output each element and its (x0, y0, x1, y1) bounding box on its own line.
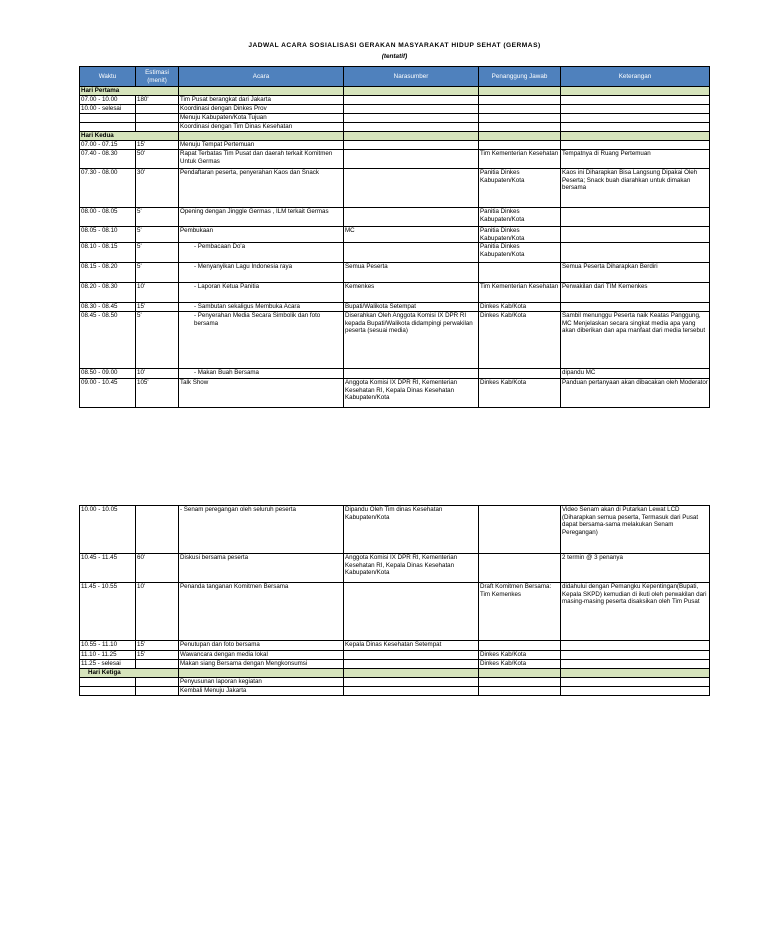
cell-acara: Tim Pusat berangkat dari Jakarta (179, 96, 344, 105)
cell-waktu: 11.10 - 11.25 (80, 651, 136, 660)
cell-penanggung-jawab: Dinkes Kab/Kota (479, 660, 561, 669)
header-narasumber: Narasumber (344, 67, 479, 87)
header-estimasi: Estimasi (menit) (136, 67, 179, 87)
cell-waktu: 07.30 - 08.00 (80, 169, 136, 208)
cell-waktu: 08.10 - 08.15 (80, 243, 136, 263)
cell-estimasi (136, 678, 179, 687)
cell-estimasi: 5' (136, 263, 179, 283)
cell-penanggung-jawab (479, 687, 561, 696)
table-row (80, 169, 710, 208)
cell-waktu (80, 687, 136, 696)
cell-estimasi: 10' (136, 283, 179, 303)
day-row-pertama (80, 87, 710, 96)
cell-acara: - Senam peregangan oleh seluruh peserta (179, 506, 344, 554)
cell-acara: Penanda tanganan Komitmen Bersama (179, 583, 344, 641)
cell-estimasi: 5' (136, 227, 179, 243)
cell-estimasi (136, 660, 179, 669)
day-label: Hari Kedua (80, 132, 179, 141)
cell-keterangan (561, 678, 710, 687)
cell-estimasi: 15' (136, 641, 179, 651)
table-row (80, 369, 710, 379)
table-row (80, 141, 710, 150)
cell-waktu: 09.00 - 10.45 (80, 379, 136, 408)
cell-keterangan (561, 660, 710, 669)
cell-narasumber (344, 150, 479, 169)
schedule-table-page-2 (79, 505, 710, 696)
cell-acara: Talk Show (179, 379, 344, 408)
cell-acara-text: - Sambutan sekaligus Membuka Acara (194, 303, 300, 311)
cell-keterangan (561, 687, 710, 696)
cell-penanggung-jawab: Panitia Dinkes Kabupaten/Kota (479, 227, 561, 243)
table-row (80, 554, 710, 583)
table-row (80, 227, 710, 243)
cell-estimasi (136, 114, 179, 123)
cell-waktu: 08.30 - 08.45 (80, 303, 136, 312)
cell-penanggung-jawab (479, 141, 561, 150)
cell-waktu: 07.00 - 10.00 (80, 96, 136, 105)
table-row (80, 678, 710, 687)
cell-waktu: 11.45 - 10.55 (80, 583, 136, 641)
cell-acara: Wawancara dengan media lokal (179, 651, 344, 660)
cell-estimasi: 15' (136, 303, 179, 312)
cell-estimasi: 15' (136, 141, 179, 150)
cell-narasumber (344, 114, 479, 123)
cell-penanggung-jawab (479, 123, 561, 132)
cell-narasumber (344, 96, 479, 105)
cell-estimasi: 105' (136, 379, 179, 408)
cell-narasumber (344, 141, 479, 150)
cell-keterangan: Kaos ini Diharapkan Bisa Langsung Dipakai Oleh Peserta; Snack buah diarahkan untuk dimakan bersama (561, 169, 710, 208)
cell-penanggung-jawab: Panitia Dinkes Kabupaten/Kota (479, 169, 561, 208)
cell-keterangan: 2 termin @ 3 penanya (561, 554, 710, 583)
cell-acara (179, 243, 344, 263)
cell-keterangan (561, 105, 710, 114)
cell-keterangan (561, 141, 710, 150)
cell-keterangan: Semua Peserta Diharapkan Berdiri (561, 263, 710, 283)
cell-narasumber: Dipandu Oleh Tim dinas Kesehatan Kabupaten/Kota (344, 506, 479, 554)
cell-keterangan (561, 208, 710, 227)
cell-penanggung-jawab: Panitia Dinkes Kabupaten/Kota (479, 243, 561, 263)
cell-narasumber: Anggota Komisi IX DPR RI, Kementerian Kesehatan RI, Kepala Dinas Kesehatan Kabupaten/Kota (344, 379, 479, 408)
day-row-ketiga (80, 669, 710, 678)
cell-keterangan (561, 114, 710, 123)
cell-penanggung-jawab (479, 506, 561, 554)
cell-waktu: 08.50 - 09.00 (80, 369, 136, 379)
cell-narasumber (344, 678, 479, 687)
cell-acara: Menuju Kabupaten/Kota Tujuan (179, 114, 344, 123)
cell-narasumber (344, 208, 479, 227)
cell-acara: Penutupan dan foto bersama (179, 641, 344, 651)
cell-acara: Koordinasi dengan Tim Dinas Kesehatan (179, 123, 344, 132)
table-row (80, 114, 710, 123)
cell-estimasi (136, 687, 179, 696)
cell-penanggung-jawab: Dinkes Kab/Kota (479, 651, 561, 660)
cell-acara: Menuju Tempat Pertemuan (179, 141, 344, 150)
cell-estimasi: 5' (136, 243, 179, 263)
cell-waktu: 07.40 - 08.30 (80, 150, 136, 169)
cell-narasumber (344, 243, 479, 263)
cell-acara: Makan siang Bersama dengan Mengkonsumsi (179, 660, 344, 669)
cell-penanggung-jawab: Dinkes Kab/Kota (479, 312, 561, 369)
cell-estimasi: 5' (136, 312, 179, 369)
table-row (80, 303, 710, 312)
cell-penanggung-jawab: Draft Komitmen Bersama: Tim Kemenkes (479, 583, 561, 641)
cell-acara-text: - Penyerahan Media Secara Simbolik dan foto bersama (194, 312, 321, 327)
cell-narasumber (344, 651, 479, 660)
cell-narasumber (344, 660, 479, 669)
cell-acara-text: - Laporan Ketua Panitia (194, 283, 260, 291)
cell-acara (179, 312, 344, 369)
cell-penanggung-jawab (479, 114, 561, 123)
cell-acara-text: - Makan Buah Bersama (194, 369, 259, 377)
cell-acara: Diskusi bersama peserta (179, 554, 344, 583)
table-row (80, 687, 710, 696)
table-row (80, 641, 710, 651)
cell-keterangan (561, 227, 710, 243)
cell-penanggung-jawab (479, 263, 561, 283)
table-row (80, 105, 710, 114)
cell-waktu: 10.55 - 11.10 (80, 641, 136, 651)
cell-keterangan (561, 303, 710, 312)
cell-narasumber (344, 687, 479, 696)
table-row (80, 660, 710, 669)
cell-narasumber: Bupati/Walikota Setempat (344, 303, 479, 312)
cell-waktu: 10.00 - selesai (80, 105, 136, 114)
header-waktu: Waktu (80, 67, 136, 87)
cell-penanggung-jawab (479, 678, 561, 687)
cell-narasumber: MC (344, 227, 479, 243)
cell-estimasi (136, 506, 179, 554)
cell-waktu: 08.00 - 08.05 (80, 208, 136, 227)
cell-keterangan (561, 96, 710, 105)
table-row (80, 283, 710, 303)
cell-waktu: 08.05 - 08.10 (80, 227, 136, 243)
cell-estimasi (136, 123, 179, 132)
cell-keterangan: Panduan pertanyaan akan dibacakan oleh Moderator (561, 379, 710, 408)
cell-waktu: 08.20 - 08.30 (80, 283, 136, 303)
cell-narasumber (344, 369, 479, 379)
cell-keterangan (561, 651, 710, 660)
cell-keterangan: dipandu MC (561, 369, 710, 379)
day-label: Hari Pertama (80, 87, 179, 96)
cell-waktu: 11.25 - selesai (80, 660, 136, 669)
cell-acara (179, 303, 344, 312)
cell-penanggung-jawab: Dinkes Kab/Kota (479, 303, 561, 312)
table-row (80, 583, 710, 641)
cell-keterangan (561, 641, 710, 651)
table-row (80, 96, 710, 105)
cell-waktu (80, 123, 136, 132)
cell-waktu: 10.00 - 10.05 (80, 506, 136, 554)
cell-narasumber: Kepala Dinas Kesehatan Setempat (344, 641, 479, 651)
cell-penanggung-jawab (479, 641, 561, 651)
cell-penanggung-jawab: Dinkes Kab/Kota (479, 379, 561, 408)
cell-estimasi: 10' (136, 583, 179, 641)
cell-narasumber (344, 583, 479, 641)
document-subtitle: (tentatif) (381, 53, 408, 60)
cell-penanggung-jawab: Panitia Dinkes Kabupaten/Kota (479, 208, 561, 227)
cell-keterangan: didahului dengan Pemangku Kepentingan(Bupati, Kepala SKPD) kemudian di ikuti oleh perwakilan dari masing-masing peserta disaksikan oleh Tim Pusat (561, 583, 710, 641)
table-row (80, 506, 710, 554)
cell-estimasi (136, 105, 179, 114)
table-row (80, 123, 710, 132)
cell-waktu: 07.00 - 07.15 (80, 141, 136, 150)
cell-acara: Penyusunan laporan kegiatan (179, 678, 344, 687)
day-row-kedua (80, 132, 710, 141)
cell-keterangan: Sambil menunggu Peserta naik Keatas Panggung, MC Menjelaskan secara singkat media apa yang akan diberikan dan apa manfaat dari media tersebut (561, 312, 710, 369)
cell-penanggung-jawab (479, 369, 561, 379)
cell-acara: Pembukaan (179, 227, 344, 243)
cell-keterangan (561, 243, 710, 263)
cell-penanggung-jawab (479, 96, 561, 105)
day-label: Hari Ketiga (80, 669, 179, 678)
table-row (80, 150, 710, 169)
cell-keterangan (561, 123, 710, 132)
document-title: JADWAL ACARA SOSIALISASI GERAKAN MASYARAKAT HIDUP SEHAT (GERMAS) (248, 42, 541, 49)
cell-narasumber: Diserahkan Oleh Anggota Komisi IX DPR RI kepada Bupati/Walikota didampingi perwakilan peserta (sesuai media) (344, 312, 479, 369)
cell-estimasi: 10' (136, 369, 179, 379)
schedule-table-page-1 (79, 66, 710, 408)
cell-acara: Kembali Menuju Jakarta (179, 687, 344, 696)
header-penanggung-jawab: Penanggung Jawab (479, 67, 561, 87)
cell-acara: Rapat Terbatas Tim Pusat dan daerah terkait Komitmen Untuk Germas (179, 150, 344, 169)
cell-narasumber (344, 123, 479, 132)
cell-waktu: 10.45 - 11.45 (80, 554, 136, 583)
table-row (80, 651, 710, 660)
header-keterangan: Keterangan (561, 67, 710, 87)
cell-estimasi: 15' (136, 651, 179, 660)
table-row (80, 312, 710, 369)
cell-acara (179, 369, 344, 379)
cell-keterangan: Tempatnya di Ruang Pertemuan (561, 150, 710, 169)
table-row (80, 263, 710, 283)
cell-waktu: 08.15 - 08.20 (80, 263, 136, 283)
cell-narasumber: Kemenkes (344, 283, 479, 303)
header-acara: Acara (179, 67, 344, 87)
cell-acara: Koordinasi dengan Dinkes Prov (179, 105, 344, 114)
cell-acara: Opening dengan Jinggle Germas , ILM terkait Germas (179, 208, 344, 227)
cell-penanggung-jawab: Tim Kementerian Kesehatan (479, 283, 561, 303)
cell-estimasi: 180' (136, 96, 179, 105)
cell-penanggung-jawab (479, 105, 561, 114)
cell-acara (179, 283, 344, 303)
cell-narasumber: Semua Peserta (344, 263, 479, 283)
cell-estimasi: 30' (136, 169, 179, 208)
cell-waktu: 08.45 - 08.50 (80, 312, 136, 369)
cell-estimasi: 5' (136, 208, 179, 227)
header-row (80, 67, 710, 87)
cell-narasumber (344, 105, 479, 114)
cell-acara-text: - Pembacaan Do'a (194, 243, 246, 251)
cell-acara: Pendaftaran peserta, penyerahan Kaos dan Snack (179, 169, 344, 208)
cell-penanggung-jawab: Tim Kementerian Kesehatan (479, 150, 561, 169)
table-row (80, 208, 710, 227)
cell-waktu (80, 678, 136, 687)
cell-estimasi: 50' (136, 150, 179, 169)
cell-narasumber (344, 169, 479, 208)
cell-narasumber: Anggota Komisi IX DPR RI, Kementerian Kesehatan RI, Kepala Dinas Kesehatan Kabupaten/Kota (344, 554, 479, 583)
table-row (80, 379, 710, 408)
cell-waktu (80, 114, 136, 123)
cell-keterangan: Video Senam akan di Putarkan Lewat LCD (Diharapkan semua peserta, Termasuk dari Pusat dapat bersama-sama melakukan Senam Peregangan) (561, 506, 710, 554)
cell-keterangan: Perwakilan dari TIM Kemenkes (561, 283, 710, 303)
cell-acara (179, 263, 344, 283)
cell-acara-text: - Menyanyikan Lagu Indonesia raya (194, 263, 293, 271)
cell-estimasi: 60' (136, 554, 179, 583)
table-row (80, 243, 710, 263)
cell-penanggung-jawab (479, 554, 561, 583)
